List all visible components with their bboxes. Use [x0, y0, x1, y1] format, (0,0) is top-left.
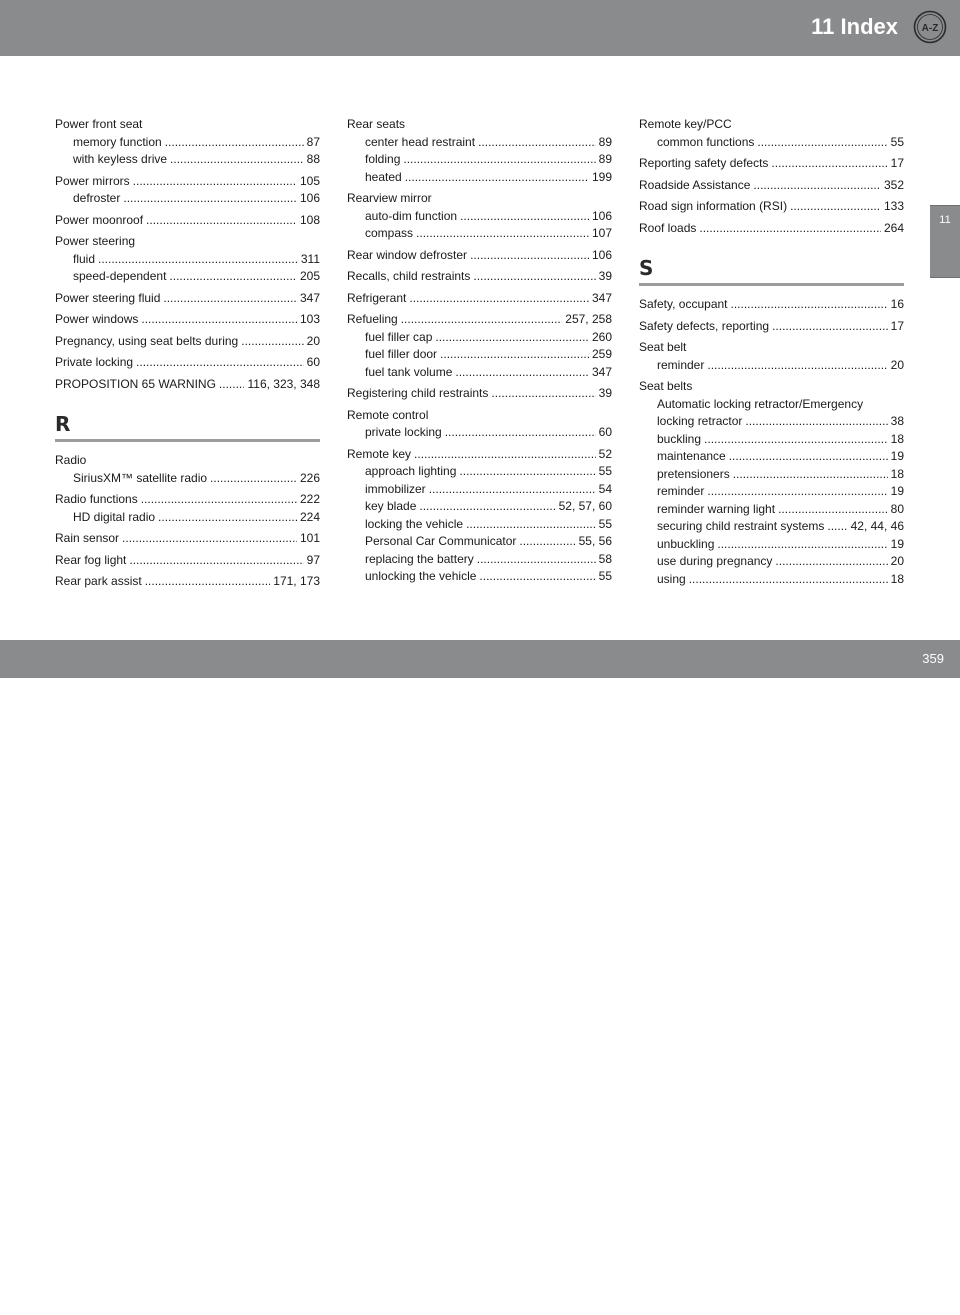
- entry-heading: Radio: [55, 453, 87, 467]
- index-entry: [347, 407, 612, 442]
- page-reference[interactable]: 39: [598, 386, 612, 400]
- dot-leader: [707, 357, 887, 375]
- a-z-index-icon: [913, 10, 947, 44]
- dot-leader: [170, 151, 304, 169]
- dot-leader: [731, 296, 888, 314]
- dot-leader: [479, 568, 595, 586]
- entry-text: PROPOSITION 65 WARNING: [55, 376, 216, 391]
- page-reference[interactable]: 97: [306, 552, 320, 567]
- page-reference[interactable]: 87: [306, 134, 320, 149]
- index-subentry: [347, 498, 612, 516]
- dot-leader: [419, 498, 555, 516]
- index-entry: [639, 378, 904, 588]
- letter-section-r: [55, 413, 320, 442]
- dot-leader: [757, 134, 887, 152]
- page-reference[interactable]: 222: [299, 492, 320, 506]
- page-reference[interactable]: 107: [591, 226, 612, 240]
- index-subentry: [55, 470, 320, 488]
- entry-text: securing child restraint systems: [657, 519, 825, 533]
- section-divider: [639, 283, 904, 286]
- index-subentry: [639, 466, 904, 484]
- dot-leader: [717, 536, 887, 554]
- entry-text: Radio functions: [55, 492, 138, 506]
- index-entry: [55, 354, 320, 372]
- index-subentry: [347, 533, 612, 551]
- dot-leader: [704, 431, 888, 449]
- dot-leader: [219, 376, 245, 394]
- dot-leader: [98, 251, 298, 269]
- index-entry-line: [55, 311, 320, 329]
- index-subentry: [347, 481, 612, 499]
- page-reference[interactable]: 105: [299, 173, 320, 188]
- page-reference[interactable]: 260: [591, 329, 612, 344]
- entry-text: Rear window defroster: [347, 247, 468, 262]
- index-subentry: [347, 424, 612, 442]
- page-reference[interactable]: 20: [890, 357, 904, 372]
- index-entry: [639, 198, 904, 216]
- index-entry: [55, 333, 320, 351]
- index-subentry: [55, 151, 320, 169]
- index-entry: [55, 376, 320, 394]
- page-reference[interactable]: 18: [890, 571, 904, 586]
- index-entry: [55, 233, 320, 286]
- entry-text: unbuckling: [657, 536, 715, 551]
- page-reference[interactable]: 16: [890, 297, 904, 311]
- dot-leader: [409, 290, 589, 308]
- entry-text: SiriusXM™ satellite radio: [73, 470, 208, 485]
- page-reference[interactable]: 264: [883, 220, 904, 235]
- dot-leader: [473, 268, 595, 286]
- entry-text: locking retractor: [657, 414, 743, 428]
- entry-heading: Seat belt: [639, 340, 687, 354]
- index-entry: [55, 552, 320, 570]
- entry-text: locking the vehicle: [365, 516, 464, 531]
- chapter-header: [0, 0, 960, 56]
- entry-text: using: [657, 571, 686, 586]
- page-reference[interactable]: 103: [299, 312, 320, 326]
- index-entry: [639, 296, 904, 314]
- entry-text: reminder: [657, 357, 705, 372]
- index-subentry: [347, 568, 612, 586]
- dot-leader: [827, 518, 847, 536]
- index-entry-line: [639, 296, 904, 314]
- page-reference[interactable]: 106: [591, 208, 612, 223]
- index-entry: [55, 116, 320, 169]
- entry-text: Personal Car Communicator: [365, 534, 517, 548]
- dot-leader: [729, 448, 888, 466]
- index-subentry: [347, 516, 612, 534]
- dot-leader: [470, 247, 589, 265]
- dot-leader: [478, 134, 596, 152]
- index-entry-line: [347, 385, 612, 403]
- index-entry: [347, 247, 612, 265]
- index-entry: [347, 190, 612, 243]
- entry-heading: Rear seats: [347, 117, 406, 131]
- entry-heading: Remote key/PCC: [639, 117, 732, 131]
- page-reference[interactable]: 20: [890, 554, 904, 568]
- index-subentry: [639, 571, 904, 589]
- entry-text: Rear fog light: [55, 552, 127, 567]
- index-subentry: [55, 251, 320, 269]
- index-entry: [347, 268, 612, 286]
- index-entry-line: [347, 311, 612, 329]
- entry-text: Pregnancy, using seat belts during: [55, 333, 239, 348]
- entry-text: Power moonroof: [55, 212, 144, 227]
- index-subentry: [347, 329, 612, 347]
- index-entry: [639, 220, 904, 238]
- dot-leader: [169, 268, 297, 286]
- index-entry-line: [347, 290, 612, 308]
- index-subentry: [347, 364, 612, 382]
- entry-text: center head restraint: [365, 134, 476, 149]
- dot-leader: [753, 177, 881, 195]
- page-reference[interactable]: 55: [598, 464, 612, 478]
- entry-heading: Remote control: [347, 407, 429, 422]
- entry-text: auto-dim function: [365, 208, 458, 223]
- index-entry: [55, 173, 320, 208]
- page-reference[interactable]: 106: [299, 191, 320, 205]
- index-subentry: [639, 134, 904, 152]
- index-subentry: [55, 134, 320, 152]
- index-entry: [639, 116, 904, 151]
- section-letter: S: [639, 256, 654, 280]
- entry-text: buckling: [657, 431, 702, 446]
- index-subentry: [639, 396, 904, 414]
- entry-text: Roadside Assistance: [639, 177, 751, 192]
- dot-leader: [745, 413, 887, 431]
- page-reference[interactable]: 352: [883, 177, 904, 192]
- index-entry-line: [347, 446, 612, 464]
- dot-leader: [123, 190, 297, 208]
- page-number: 359: [922, 651, 944, 666]
- entry-text: fuel filler door: [365, 347, 438, 361]
- entry-text: compass: [365, 226, 414, 240]
- dot-leader: [455, 364, 589, 382]
- dot-leader: [445, 424, 596, 442]
- entry-text: Power windows: [55, 312, 139, 326]
- page-reference[interactable]: 54: [598, 481, 612, 496]
- page-reference[interactable]: 171, 173: [273, 574, 320, 588]
- section-divider: [55, 439, 320, 442]
- page-reference[interactable]: 17: [890, 318, 904, 333]
- index-subentry: [55, 190, 320, 208]
- entry-text: pretensioners: [657, 466, 730, 481]
- page-reference[interactable]: 38: [890, 414, 904, 428]
- dot-leader: [241, 333, 303, 351]
- index-entry-line: [55, 173, 320, 191]
- index-subentry: [55, 509, 320, 527]
- entry-text: Remote key: [347, 446, 412, 461]
- dot-leader: [429, 481, 596, 499]
- page-reference[interactable]: 19: [890, 484, 904, 498]
- entry-heading: Rearview mirror: [347, 191, 432, 205]
- dot-leader: [477, 551, 596, 569]
- dot-leader: [519, 533, 575, 551]
- page-reference[interactable]: 52, 57, 60: [558, 499, 612, 513]
- dot-leader: [772, 318, 888, 336]
- index-subentry: [347, 208, 612, 226]
- entry-text: with keyless drive: [73, 152, 168, 166]
- index-entry-line: [55, 212, 320, 230]
- index-entry: [639, 155, 904, 173]
- page-reference[interactable]: 199: [591, 169, 612, 184]
- chapter-title: 11 Index: [811, 14, 898, 39]
- side-tab-label: 11: [939, 214, 951, 226]
- index-entry: [55, 530, 320, 548]
- page-reference[interactable]: 347: [299, 290, 320, 305]
- index-column-3: [639, 116, 904, 592]
- index-entry-line: [55, 290, 320, 308]
- entry-text: Rear park assist: [55, 574, 142, 588]
- entry-text: Power mirrors: [55, 173, 130, 188]
- dot-leader: [414, 446, 596, 464]
- page-reference[interactable]: 116, 323, 348: [247, 376, 320, 391]
- page-reference[interactable]: 88: [306, 152, 320, 166]
- page-reference[interactable]: 259: [591, 347, 612, 361]
- index-subentry: [639, 553, 904, 571]
- dot-leader: [466, 516, 596, 534]
- page-reference[interactable]: 39: [598, 269, 612, 283]
- watermark: carmanualsonline.info: [534, 1283, 817, 1314]
- dot-leader: [435, 329, 589, 347]
- page-reference[interactable]: 55: [598, 516, 612, 531]
- entry-text: immobilizer: [365, 481, 426, 496]
- index-entry-line: [55, 333, 320, 351]
- entry-text: Rain sensor: [55, 531, 120, 545]
- dot-leader: [141, 491, 297, 509]
- dot-leader: [145, 573, 271, 591]
- dot-leader: [158, 509, 297, 527]
- dot-leader: [699, 220, 881, 238]
- index-entry: [347, 311, 612, 381]
- index-entry-line: [639, 177, 904, 195]
- index-subentry: [639, 483, 904, 501]
- letter-section-s: [639, 257, 904, 286]
- dot-leader: [163, 290, 297, 308]
- dot-leader: [778, 501, 888, 519]
- index-entry: [347, 385, 612, 403]
- index-entry-line: [639, 318, 904, 336]
- page-reference[interactable]: 347: [591, 290, 612, 305]
- dot-leader: [165, 134, 304, 152]
- index-entry: [347, 446, 612, 586]
- a-z-icon-text: A-Z: [921, 23, 939, 34]
- index-entry: [347, 290, 612, 308]
- section-letter: R: [55, 412, 71, 436]
- index-entry: [55, 311, 320, 329]
- entry-text: Refueling: [347, 312, 398, 326]
- index-entry: [347, 116, 612, 186]
- page-reference[interactable]: 17: [890, 156, 904, 170]
- index-entry-line: [639, 198, 904, 216]
- entry-text: Private locking: [55, 355, 134, 369]
- page-reference[interactable]: 18: [890, 431, 904, 446]
- dot-leader: [790, 198, 881, 216]
- page-reference[interactable]: 20: [306, 333, 320, 348]
- index-entry: [55, 452, 320, 487]
- entry-text: fluid: [73, 251, 96, 266]
- entry-text: reminder warning light: [657, 501, 776, 516]
- dot-leader: [416, 225, 589, 243]
- index-subentry: [347, 346, 612, 364]
- dot-leader: [141, 311, 297, 329]
- entry-text: use during pregnancy: [657, 554, 773, 568]
- entry-text: unlocking the vehicle: [365, 569, 477, 583]
- entry-text: Registering child restraints: [347, 386, 489, 400]
- entry-text: fuel tank volume: [365, 364, 453, 379]
- dot-leader: [440, 346, 589, 364]
- index-column-2: [347, 116, 612, 590]
- entry-text: Refrigerant: [347, 290, 407, 305]
- dot-leader: [460, 208, 589, 226]
- index-entry: [55, 212, 320, 230]
- index-entry: [639, 318, 904, 336]
- index-entry-line: [55, 573, 320, 591]
- index-entry: [55, 573, 320, 591]
- page-reference[interactable]: 80: [890, 501, 904, 516]
- index-subentry: [55, 268, 320, 286]
- index-entry-line: [639, 155, 904, 173]
- page-reference[interactable]: 55, 56: [578, 534, 612, 548]
- page-reference[interactable]: 347: [591, 364, 612, 379]
- entry-text: speed-dependent: [73, 269, 167, 283]
- page-reference[interactable]: 89: [598, 134, 612, 149]
- index-subentry: [639, 357, 904, 375]
- entry-text: folding: [365, 152, 401, 166]
- entry-text: Safety, occupant: [639, 297, 728, 311]
- page-reference[interactable]: 133: [883, 199, 904, 213]
- entry-text: common functions: [657, 134, 755, 149]
- index-entry: [639, 177, 904, 195]
- chapter-side-tab[interactable]: [930, 205, 960, 278]
- index-subentry: [639, 536, 904, 554]
- page-reference[interactable]: 55: [598, 569, 612, 583]
- page-reference[interactable]: 60: [306, 355, 320, 369]
- entry-heading: Power steering: [55, 234, 136, 248]
- index-entry: [639, 339, 904, 374]
- entry-text: reminder: [657, 484, 705, 498]
- dot-leader: [775, 553, 887, 571]
- index-subentry: [639, 413, 904, 431]
- page-reference[interactable]: 18: [890, 466, 904, 481]
- entry-text: Automatic locking retractor/Emergency: [657, 396, 864, 411]
- entry-text: HD digital radio: [73, 509, 156, 524]
- dot-leader: [403, 151, 595, 169]
- index-entry-line: [55, 552, 320, 570]
- dot-leader: [459, 463, 595, 481]
- index-entry-line: [55, 376, 320, 394]
- page-reference[interactable]: 226: [299, 470, 320, 485]
- entry-text: Road sign information (RSI): [639, 199, 788, 213]
- entry-heading: Power front seat: [55, 117, 143, 131]
- entry-text: Safety defects, reporting: [639, 318, 770, 333]
- entry-text: maintenance: [657, 449, 726, 463]
- dot-leader: [146, 212, 297, 230]
- index-subentry: [639, 431, 904, 449]
- page-reference[interactable]: 89: [598, 152, 612, 166]
- dot-leader: [733, 466, 888, 484]
- index-entry-line: [55, 354, 320, 372]
- page-reference[interactable]: 101: [299, 531, 320, 545]
- page-reference[interactable]: 55: [890, 134, 904, 149]
- index-subentry: [347, 169, 612, 187]
- page-reference[interactable]: 311: [300, 251, 320, 266]
- dot-leader: [689, 571, 888, 589]
- index-subentry: [347, 225, 612, 243]
- entry-text: Recalls, child restraints: [347, 269, 471, 283]
- index-subentry: [347, 134, 612, 152]
- page-reference[interactable]: 19: [890, 536, 904, 551]
- page-reference[interactable]: 19: [890, 449, 904, 463]
- index-entry: [55, 290, 320, 308]
- page-reference[interactable]: 42, 44, 46: [850, 519, 904, 533]
- entry-text: Reporting safety defects: [639, 156, 769, 170]
- index-entry-line: [347, 268, 612, 286]
- index-entry-line: [55, 491, 320, 509]
- entry-text: heated: [365, 169, 402, 184]
- dot-leader: [401, 311, 563, 329]
- index-subentry: [639, 501, 904, 519]
- dot-leader: [210, 470, 297, 488]
- dot-leader: [133, 173, 297, 191]
- entry-text: defroster: [73, 191, 121, 205]
- entry-text: approach lighting: [365, 464, 457, 478]
- index-entry: [55, 491, 320, 526]
- entry-text: replacing the battery: [365, 551, 474, 566]
- entry-text: fuel filler cap: [365, 329, 433, 344]
- index-subentry: [347, 551, 612, 569]
- entry-text: key blade: [365, 499, 417, 513]
- page-reference[interactable]: 224: [299, 509, 320, 524]
- index-subentry: [639, 518, 904, 536]
- dot-leader: [491, 385, 595, 403]
- index-entry-line: [639, 220, 904, 238]
- dot-leader: [129, 552, 303, 570]
- page-reference[interactable]: 257, 258: [565, 312, 612, 326]
- entry-heading: Seat belts: [639, 379, 693, 393]
- index-subentry: [347, 151, 612, 169]
- page-reference[interactable]: 58: [598, 551, 612, 566]
- index-entry-line: [347, 247, 612, 265]
- page-footer: [0, 640, 960, 1314]
- page-reference[interactable]: 205: [299, 269, 320, 283]
- dot-leader: [707, 483, 887, 501]
- entry-text: private locking: [365, 425, 442, 439]
- index-subentry: [347, 463, 612, 481]
- entry-text: Power steering fluid: [55, 290, 161, 305]
- dot-leader: [771, 155, 887, 173]
- entry-text: Roof loads: [639, 220, 697, 235]
- page-reference[interactable]: 106: [591, 247, 612, 262]
- dot-leader: [136, 354, 304, 372]
- index-column-1: [55, 116, 320, 595]
- index-subentry: [639, 448, 904, 466]
- index-entry-line: [55, 530, 320, 548]
- dot-leader: [122, 530, 297, 548]
- page-reference[interactable]: 108: [299, 212, 320, 227]
- page-reference[interactable]: 52: [598, 446, 612, 461]
- entry-text: memory function: [73, 134, 162, 149]
- dot-leader: [405, 169, 589, 187]
- page-reference[interactable]: 60: [598, 425, 612, 439]
